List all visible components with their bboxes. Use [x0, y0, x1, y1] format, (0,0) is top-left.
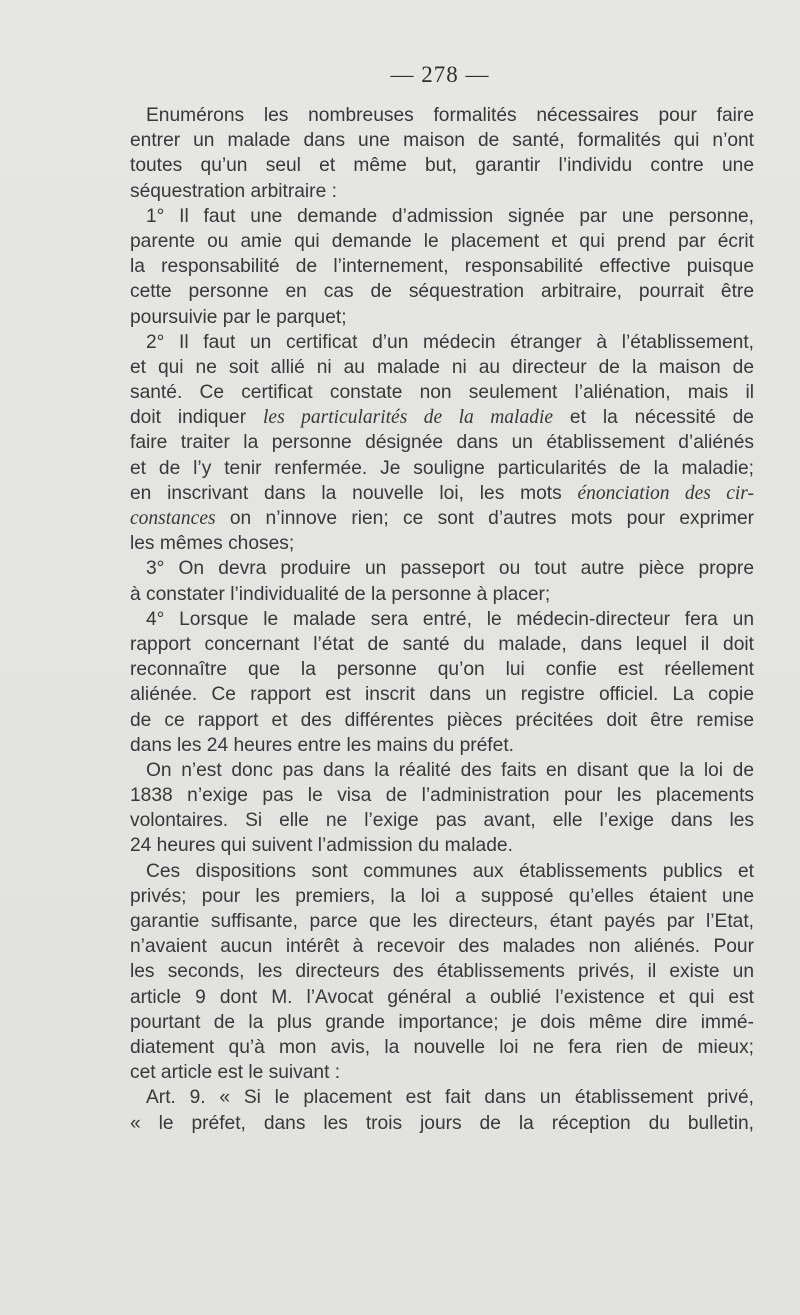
text-line: On n’est donc pas dans la réalité des faits en disant que la loi de	[146, 759, 754, 781]
text-line: 24 heures qui suivent l’admission du malade.	[130, 835, 513, 857]
text-line: pourtant de la plus grande importance; je dois même dire immé-	[130, 1011, 754, 1033]
text-line: séquestration arbitraire :	[130, 180, 337, 202]
text-segment: doit indiquer	[130, 407, 264, 429]
text-line: Ces dispositions sont communes aux établissements publics et	[146, 860, 754, 882]
text-line: volontaires. Si elle ne l’exige pas avant, elle l’exige dans les	[130, 810, 754, 832]
text-line: et de l’y tenir renfermée. Je souligne particularités de la maladie;	[130, 457, 754, 479]
text-line: 3° On devra produire un passeport ou tout autre pièce propre	[146, 558, 754, 580]
text-line: rapport concernant l’état de santé du malade, dans lequel il doit	[130, 633, 754, 655]
italic-emphasis: constances	[130, 508, 216, 529]
text-line: « le préfet, dans les trois jours de la réception du bulletin,	[130, 1112, 754, 1134]
text-line: poursuivie par le parquet;	[130, 306, 347, 328]
text-line-mixed	[130, 506, 754, 531]
text-line: à constater l’individualité de la personne à placer;	[130, 583, 551, 605]
text-line: article 9 dont M. l’Avocat général a oublié l’existence et qui est	[130, 986, 754, 1008]
text-segment: en inscrivant dans la nouvelle loi, les mots	[130, 482, 578, 504]
text-line: entrer un malade dans une maison de santé, formalités qui n’ont	[130, 130, 754, 152]
text-line: 1838 n’exige pas le visa de l’administration pour les placements	[130, 785, 754, 807]
text-line: 4° Lorsque le malade sera entré, le médecin-directeur fera un	[146, 608, 754, 630]
text-line: dans les 24 heures entre les mains du préfet.	[130, 734, 514, 756]
italic-emphasis: énonciation des cir-	[577, 482, 755, 504]
text-line: parente ou amie qui demande le placement et qui prend par écrit	[130, 230, 754, 252]
text-line-mixed	[130, 405, 754, 430]
text-line: 2° Il faut un certificat d’un médecin étranger à l’établissement,	[146, 331, 754, 353]
text-line: de ce rapport et des différentes pièces précitées doit être remise	[130, 709, 754, 731]
text-segment: on n’innove rien; ce sont d’autres mots pour exprimer	[215, 508, 754, 529]
text-line: aliénée. Ce rapport est inscrit dans un registre officiel. La copie	[130, 684, 754, 706]
text-line: la responsabilité de l’internement, responsabilité effective puisque	[130, 256, 754, 278]
text-line: faire traiter la personne désignée dans un établissement d’aliénés	[130, 432, 754, 454]
text-line: les seconds, les directeurs des établissements privés, il existe un	[130, 961, 754, 983]
text-line: Art. 9. « Si le placement est fait dans un établissement privé,	[146, 1087, 754, 1109]
text-line: privés; pour les premiers, la loi a supposé qu’elles étaient une	[130, 885, 754, 907]
text-line: cette personne en cas de séquestration arbitraire, pourrait être	[130, 281, 754, 303]
text-line: et qui ne soit allié ni au malade ni au directeur de la maison de	[130, 356, 754, 378]
italic-emphasis: les particularités de la maladie	[263, 407, 554, 429]
text-line: santé. Ce certificat constate non seulement l’aliénation, mais il	[130, 382, 754, 404]
text-line: reconnaître que la personne qu’on lui confie est réellement	[130, 659, 754, 681]
text-line: garantie suffisante, parce que les directeurs, étant payés par l’Etat,	[130, 911, 754, 932]
text-line: cet article est le suivant :	[130, 1062, 341, 1084]
text-line-mixed	[130, 481, 754, 506]
text-line: les mêmes choses;	[130, 533, 295, 555]
text-line: Enumérons les nombreuses formalités nécessaires pour faire	[146, 105, 754, 126]
text-line: 1° Il faut une demande d’admission signée par une personne,	[146, 205, 754, 227]
body-text	[130, 103, 754, 1136]
text-line: diatement qu’à mon avis, la nouvelle loi ne fera rien de mieux;	[130, 1036, 754, 1058]
text-segment: et la nécessité de	[553, 407, 754, 429]
page-number: — 278 —	[390, 62, 490, 87]
text-line: toutes qu’un seul et même but, garantir l’individu contre une	[130, 155, 754, 177]
text-line: n’avaient aucun intérêt à recevoir des malades non aliénés. Pour	[130, 936, 754, 958]
